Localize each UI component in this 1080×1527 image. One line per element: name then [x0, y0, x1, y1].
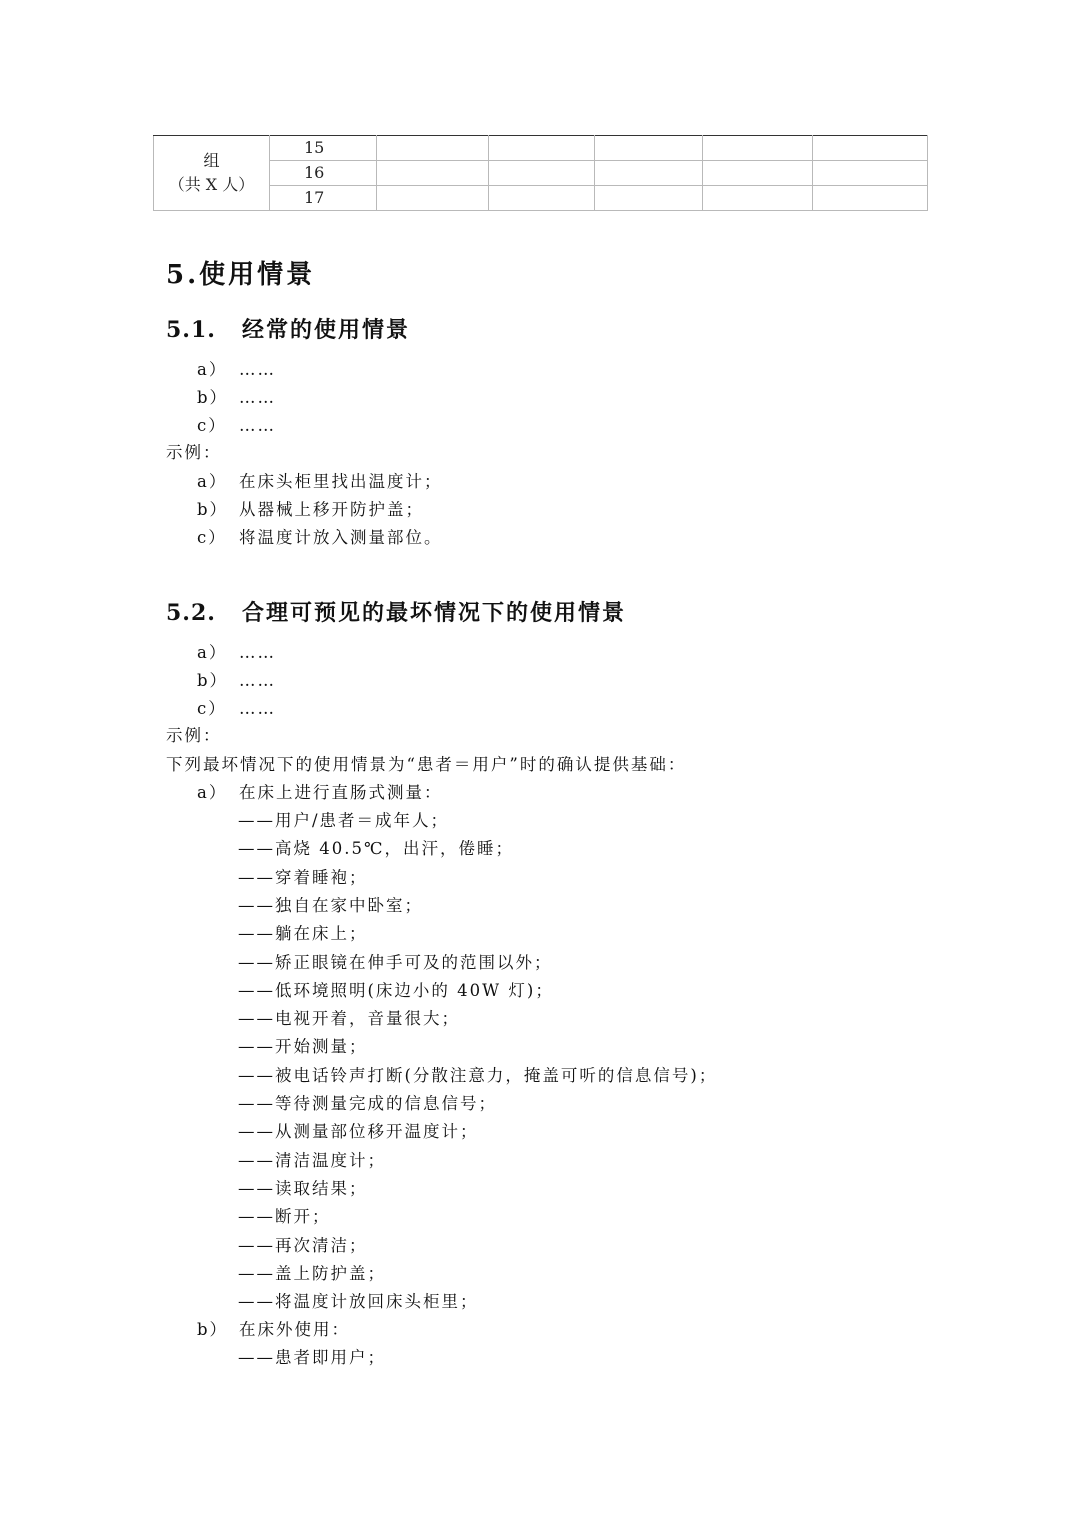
list-text: 在床外使用： [239, 1320, 350, 1339]
list-text: 将温度计放入测量部位。 [239, 528, 443, 547]
table-cell [489, 186, 595, 211]
row-number-cell: 17 [270, 186, 377, 211]
participant-table [153, 135, 928, 211]
list-text: …… [239, 416, 276, 435]
list-text: …… [239, 360, 276, 379]
step-item: ——等待测量完成的信息信号； [238, 1094, 497, 1113]
list-text: …… [239, 388, 276, 407]
example-label: 示例： [166, 726, 222, 745]
list-text: …… [239, 699, 276, 718]
table-cell [489, 161, 595, 186]
step-item: ——低环境照明(床边小的 40W 灯)； [238, 980, 554, 1000]
subsection-title: 经常的使用情景 [242, 317, 411, 343]
list-marker: c） [197, 416, 227, 435]
list-marker: a） [197, 643, 228, 662]
list-marker: a） [197, 360, 228, 379]
list-text: 在床上进行直肠式测量： [239, 783, 443, 802]
subsection-number: 5.1. [166, 317, 216, 343]
list-item [197, 359, 276, 381]
step-item: ——躺在床上； [238, 924, 368, 944]
step-item: ——电视开着，音量很大； [238, 1009, 460, 1029]
step-item: ——患者即用户； [238, 1348, 386, 1367]
table-cell [813, 186, 928, 211]
example-intro: 下列最坏情况下的使用情景为“患者＝用户”时的确认提供基础： [166, 755, 687, 774]
table-cell [377, 136, 489, 161]
table-cell [703, 136, 813, 161]
list-item [197, 415, 276, 437]
step-item: ——从测量部位移开温度计； [238, 1122, 479, 1142]
subsection-number: 5.2. [166, 600, 216, 626]
list-text: …… [239, 671, 276, 690]
list-text: …… [239, 643, 276, 662]
table-cell [489, 136, 595, 161]
step-item: ——将温度计放回床头柜里； [238, 1292, 479, 1312]
list-marker: c） [197, 699, 227, 718]
list-marker: b） [197, 388, 229, 407]
list-item [197, 670, 276, 692]
list-item [197, 1319, 350, 1341]
step-item: ——再次清洁； [238, 1235, 368, 1255]
step-item: ——独自在家中卧室； [238, 895, 423, 915]
list-text: 在床头柜里找出温度计； [239, 472, 443, 491]
list-marker: b） [197, 1320, 229, 1339]
list-marker: b） [197, 671, 229, 690]
table-cell [703, 161, 813, 186]
subsection-title: 合理可预见的最坏情况下的使用情景 [242, 600, 627, 626]
list-item [197, 782, 443, 804]
step-item: ——盖上防护盖； [238, 1263, 386, 1283]
subsection-heading-5-1 [166, 313, 410, 344]
table-row [154, 161, 928, 186]
section-heading: 5.使用情景 [166, 260, 316, 290]
group-count-label: （共 X 人） [168, 175, 255, 194]
table-cell [595, 161, 703, 186]
table-row [154, 186, 928, 211]
list-item [197, 471, 443, 493]
table-cell [377, 186, 489, 211]
table-cell [813, 136, 928, 161]
example-label: 示例： [166, 443, 222, 462]
group-cell [154, 136, 270, 211]
table-cell [377, 161, 489, 186]
list-marker: a） [197, 472, 228, 491]
step-item: ——高烧 40.5℃，出汗，倦睡； [238, 839, 514, 859]
step-item: ——穿着睡袍； [238, 867, 368, 887]
table-cell [595, 186, 703, 211]
step-item: ——用户/患者＝成年人； [238, 811, 450, 830]
subsection-heading-5-2 [166, 596, 626, 627]
table-cell [703, 186, 813, 211]
step-item: ——开始测量； [238, 1037, 368, 1057]
list-item [197, 387, 276, 409]
row-number-cell: 15 [270, 136, 377, 161]
step-item: ——清洁温度计； [238, 1150, 386, 1170]
table-cell [595, 136, 703, 161]
list-item [197, 499, 424, 521]
list-item [197, 642, 276, 664]
group-label: 组 [203, 151, 220, 170]
row-number-cell: 16 [270, 161, 377, 186]
table-cell [813, 161, 928, 186]
table-row [154, 136, 928, 161]
list-marker: a） [197, 783, 228, 802]
step-item: ——被电话铃声打断(分散注意力，掩盖可听的信息信号)； [238, 1065, 718, 1085]
step-item: ——矫正眼镜在伸手可及的范围以外； [238, 952, 553, 972]
list-text: 从器械上移开防护盖； [239, 500, 424, 519]
list-item [197, 527, 443, 549]
list-marker: b） [197, 500, 229, 519]
list-marker: c） [197, 528, 227, 547]
list-item [197, 698, 276, 720]
step-item: ——读取结果； [238, 1178, 368, 1198]
step-item: ——断开； [238, 1207, 331, 1227]
